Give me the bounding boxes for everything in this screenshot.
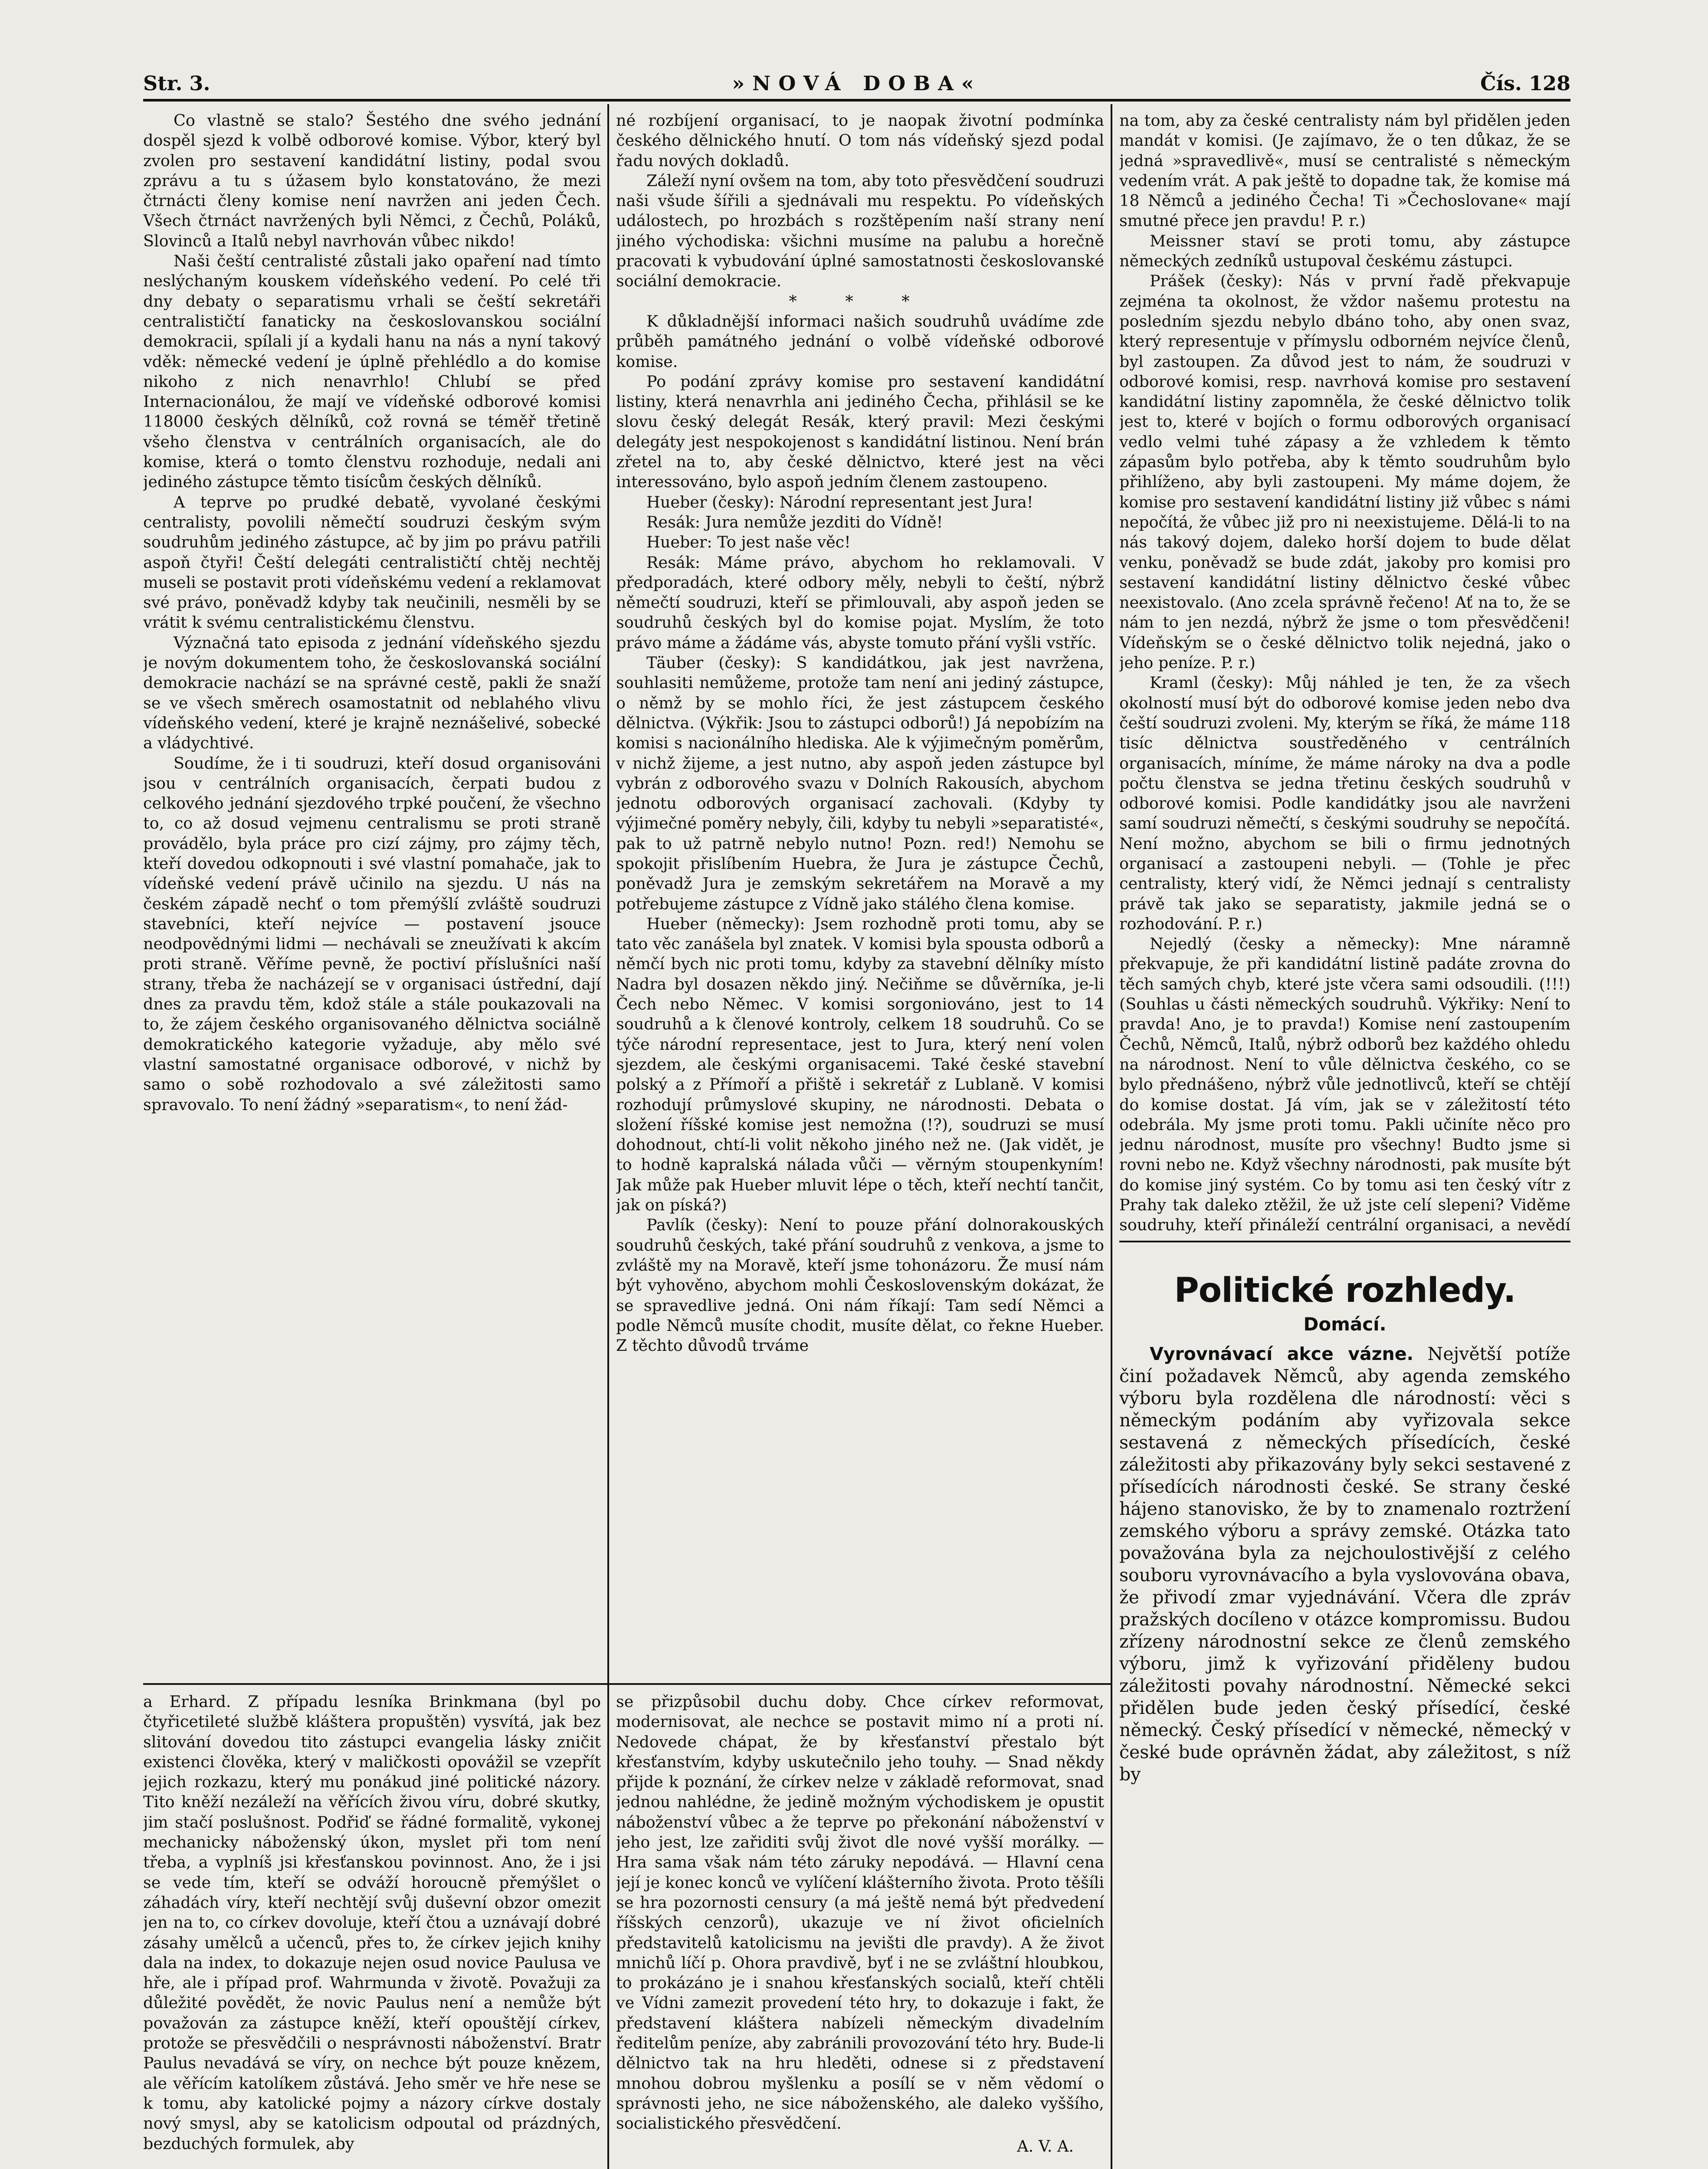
page-number-label: Str. 3. xyxy=(143,72,210,95)
paragraph: Po podání zprávy komise pro sestavení kandidátní listiny, která nenavrhla ani jediného Čecha, přihlásil se ke slovu český delegát Resák, který pravil: Mezi českými delegáty jest nespokojenost s kandidátní listinou. Není brán zřetel na to, aby české dělnictvo, které jest na věci interessováno, bylo aspoň jedním členem zastoupeno. xyxy=(616,372,1104,491)
lead-heading: Vyrovnávací akce vázne. xyxy=(1150,1343,1414,1365)
paragraph: Pavlík (česky): Není to pouze přání dolnorakouských soudruhů českých, také přání soudruhů z venkova, a jsme to zvláště my na Moravě, kteří jsme tohonázoru. Že musí nám být vyhověno, abychom mohli Československým dokázat, že se spravedlive jedná. Oni nám říkají: Tam sedí Němci a podle Němců musíte chodit, musíte dělat, co řekne Hueber. Z těchto důvodů trváme xyxy=(616,1216,1104,1355)
article-divider xyxy=(143,1683,1111,1685)
paragraph: Hueber (česky): Národní representant jest Jura! xyxy=(646,492,1033,511)
paragraph: Hueber (německy): Jsem rozhodně proti tomu, aby se tato věc zanášela byl znatek. V komisi byla spousta odborů a němčí bych nic proti tomu, kdyby za stavební dělníky místo Nadra byl dosazen někdo jiný. Nečiňme se důvěrníka, je-li Čech nebo Němec. V komisi sorgoniováno, jest to 14 soudruhů a k členové kontroly, celkem 18 soudruhů. Co se týče národní representace, jest to Jura, který není volen sjezdem, ale českými organisacemi. Také české stavební polský a z Přímoří a přiště i sekretář z Lublaně. V komisi rozhodují průmyslové skupiny, ne národnosti. Debata o složení říšské komise jest nemožna (!?), soudruzi se musí dohodnout, chtí-li volit někoho jiného než ne. (Jak vidět, je to hodně kapralská nálada vůči — věrným stoupenkyním! Jak může pak Hueber mluvit lépe o těch, kteří nechtí tančit, jak on píská?) xyxy=(616,914,1104,1215)
column-divider xyxy=(1111,104,1112,2169)
author-signature: A. V. A. xyxy=(1017,2136,1074,2156)
paragraph: né rozbíjení organisací, to je naopak životní podmínka českého dělnického hnutí. O tom nás vídeňský sjezd podal řadu nových dokladů. xyxy=(616,111,1104,170)
paragraph: Co vlastně se stalo? Šestého dne svého jednání dospěl sjezd k volbě odborové komise. Výbor, který byl zvolen pro sestavení kandidátní listiny, podal svou zprávu a tu s úžasem bylo konstatováno, že mezi čtrnácti členy komise není navržen ani jeden Čech. Všech čtrnáct navržených byli Němci, z Čechů, Poláků, Slovinců a Italů nebyl navrhován vůbec nikdo! xyxy=(143,111,601,250)
paragraph: Naši čeští centralisté zůstali jako opaření nad tímto neslýchaným kouskem vídeňského vedení. Po celé tři dny debaty o separatismu vrhali se čeští sekretáři centralističtí fanaticky na českoslovanskou sociální demokracii, spílali jí a kydali hanu na nás a nyní takový vděk: německé vedení je úplně přehlédlo a do komise nikoho z nich nenavrhlo! Chlubí se před Internacionálou, že mají ve vídeňské odborové komisi 118000 českých dělníků, což rovná se téměř třetině všeho členstva v centrálních organisacích, ale do komise, která o tomto členstvu rozhoduje, nedali ani jediného zástupce těmto tisícům českých dělníků. xyxy=(143,252,601,491)
paragraph: Význačná tato episoda z jednání vídeňského sjezdu je novým dokumentem toho, že českoslovanská sociální demokracie nachází se na správné cestě, pakli že snaží se ve všech směrech osamostatnit od neblahého vlivu vídeňského vedení, které je krajně neznášelivé, sobecké a vládychtivé. xyxy=(143,633,601,753)
church-column-1 xyxy=(143,1692,601,2169)
article-divider xyxy=(1119,1241,1570,1242)
paragraph: Prášek (česky): Nás v první řadě překvapuje zejména ta okolnost, že vždor našemu protestu na posledním sjezdu nebylo dbáno toho, aby onen svaz, který representuje v přímyslu odborném nejvíce členů, byl zastoupen. Za důvod jest to nám, že soudruzi v odborové komisi, resp. navrhová komise pro sestavení kandidátní listiny zapomněla, že české dělnictvo tolik jest to, které v bojích o formu odborových organisací vedlo velmi tuhé zápasy a že vzhledem k těmto zápasům bylo potřeba, aby k těmto soudruhům bylo přihlíženo, aby byli zastoupeni. My máme dojem, že komise pro sestavení kandidátní listiny již vůbec s námi nepočítá, že vůbec již pro ni neexistujeme. Dělá-li to na nás takový dojem, daleko horší dojem to bude dělat venku, poněvadž se bude zdát, jakoby pro komisi pro sestavení kandidátní listiny dělnictvo české vůbec neexistovalo. (Ano zcela správně řečeno! Ať na to, že se nám to jen nezdá, nýbrž že jsme o tom přesvědčeni! Vídeňským se o české dělnictvo tolik nejedná, jako o jeho peníze. P. r.) xyxy=(1119,272,1570,672)
section-subtitle: Domácí. xyxy=(1303,1314,1387,1335)
issue-number: Čís. 128 xyxy=(1480,72,1570,95)
paragraph: Resák: Jura nemůže jezditi do Vídně! xyxy=(646,512,943,531)
congress-column-2 xyxy=(616,111,1104,1681)
lead-text: Největší potíže činí požadavek Němců, aby agenda zemského výboru byla rozdělena dle národností: věci s německým podáním aby vyřizovala sekce sestavená z německých přísedících, české záležitosti aby přikazovány byly sekci sestavené z přísedících národnosti české. Se strany české hájeno stanovisko, že by to znamenalo roztržení zemského výboru a správy zemské. Otázka tato považována byla za nejchoulostivější z celého souboru vyrovnávacího a byla vyslovována obava, že přivodí zmar vyjednávání. Včera dle zpráv pražských docíleno v otázce kompromissu. Budou zřízeny národnostní sekce ze členů zemského výboru, jimž k vyřizování přiděleny budou záležitosti povahy národnostní. Německé sekci přidělen bude jeden český přísedící, české německý. Český přísedící v německé, německý v české bude oprávněn žádat, aby záležitost, s níž by xyxy=(1119,1343,1570,1785)
header-rule xyxy=(143,99,1570,102)
lead-paragraph xyxy=(1119,1343,1570,1786)
congress-column-3 xyxy=(1119,111,1570,1234)
politics-column xyxy=(1119,1249,1570,2169)
paragraph: A teprve po prudké debatě, vyvolané českými centralisty, povolili němečtí soudruzi českým svým soudruhům jediného zástupce, ač by jim po právu patřili aspoň čtyři! Čeští delegáti centralističtí chtěj nechtěj museli se postavit proti vídeňskému vedení a reklamovat své právo, poněvadž kdyby tak neučinili, nesměli by se vrátit k svému centralistickému členstvu. xyxy=(143,492,601,632)
paragraph: Nejedlý (česky a německy): Mne náramně překvapuje, že při kandidátní listině padáte zrovna do těch samých chyb, které jste včera sami odsoudili. (!!!) (Souhlas u části německých soudruhů. Výkřiky: Není to pravda! Ano, je to pravda!) Komise není zastoupením Čechů, Němců, Italů, nýbrž odborů bez každého ohledu na národnost. Není to vůle dělnictva českého, co se bylo přednášeno, nýbrž vůle jednotlivců, kteří se chtějí do komise dostat. Já vím, jak se v záležitostí této odebrála. My jsme proti tomu. Pakli učiníte něco pro jednu národnost, musíte pro všechny! Budto jsme si rovni nebo ne. Když všechny národnosti, pak musíte být do komise jiný systém. Co by tomu asi ten český vítr z Prahy tak daleko ztěžil, že už jste celí slepeni? Viděme soudruhy, kteří přináleží centrální organisaci, a nevědí xyxy=(1119,934,1570,1234)
paragraph: K důkladnější informaci našich soudruhů uvádíme zde průběh památného jednání o volbě vídeňské odborové komise. xyxy=(616,311,1104,371)
newspaper-title: »NOVÁ DOBA« xyxy=(732,72,982,95)
paragraph: Meissner staví se proti tomu, aby zástupce německých zedníků ustupoval českému zástupci. xyxy=(1119,231,1570,271)
paragraph: se přizpůsobil duchu doby. Chce církev reformovat, modernisovat, ale nechce se postavit mimo ní a proti ní. Nedovede chápat, že by křesťanství přestalo být křesťanstvím, kdyby uskutečnilo jeho touhy. — Snad někdy přijde k poznání, že církev nelze v základě reformovat, snad jednou nahlédne, že jedině možným východiskem je opustit náboženství vůbec a že teprve po překonání náboženství v jeho jest, lze zařiditi svůj život dle nové vyšší morálky. — Hra sama však nám této záruky nepodává. — Hlavní cena její je konec konců ve vylíčení klášterního života. Proto těšíli se hra pozornosti censury (a má ještě nemá být předvedení říšských cenzorů), ukazuje ve ní život oficielních představitelů katolicismu na jevišti dle pravdy). A že život mnichů líčí p. Ohora pravdivě, byť i ne se zvláštní hloubkou, to prokázáno je i snahou křesťanských socialů, kteří chtěli ve Vídni zamezit provedení této hry, to dokazuje i fakt, že představení kláštera nabízeli německým divadelním ředitelům peníze, aby zabránili provozování této hry. Bude-li dělnictvo tak na hru hleděti, odnese si z představení mnohou dobrou myšlenku a posílí se v něm vědomí o správnosti jeho, ne sice náboženského, ale daleko vyššího, socialistického přesvědčení. xyxy=(616,1692,1104,2133)
paragraph: Resák: Máme právo, abychom ho reklamovali. V předporadách, které odbory měly, nebyli to čeští, nýbrž němečtí soudruzi, kteří se přimlouvali, aby aspoň jeden se soudruhů českých byl do komise pojat. Myslím, že toto právo máme a žádáme vás, abyste tomuto přání vyšli vstříc. xyxy=(616,553,1104,652)
paragraph: Soudíme, že i ti soudruzi, kteří dosud organisováni jsou v centrálních organisacích, čerpati budou z celkového jednání sjezdového trpké poučení, že všechno to, co až dosud vejmenu centralismu se proti straně provádělo, byla práce pro cizí zájmy, pro zájmy těch, kteří dovedou odkopnouti i své vlastní pomahače, jak to vídeňské vedení právě učinilo na sjezdu. U nás na českém západě nechť o tom přemýšlí zvláště soudruzi stavebníci, kteří nejvíce — postavení jsouce neodpovědnými lidmi — nechávali se zneužívati k akcím proti straně. Věříme pevně, že poctiví příslušníci naší strany, třeba že nacházejí se v organisaci ústřední, dají dnes za pravdu těm, kdož stále a stále poukazovali na to, že zájem českého organisovaného dělnictva sociálně demokratického kategorie vyžaduje, aby mělo své vlastní samostatné organisace odborové, v nichž by samo o sobě rozhodovalo a své záležitosti samo spravovalo. To není žádný »separatism«, to není žád- xyxy=(143,754,601,1114)
paragraph: a Erhard. Z případu lesníka Brinkmana (byl po čtyřicetileté službě kláštera propuštěn) vysvítá, jak bez slitování dovedou tito zástupci evangelia lásky zničit existenci člověka, který v maličkosti opovážil se vzepřít jejich rozkazu, který mu ponákud jiné politické názory. Tito kněží nezáleží na věřících živou víru, dobré skutky, jim stačí poslušnost. Podřiď se řádné formalitě, vykonej mechanicky náboženský úkon, myslet při tom není třeba, a vyplníš jsi křesťanskou povinnost. Ano, že i jsi se vede tím, kteří se odváží horoucně přemýšlet o záhadách víry, kteří nechtějí svůj duševní obzor omezit jen na to, co církev dovoluje, kteří čtou a uznávají dobré zásahy umělců a učenců, přes to, že církev jejich knihy dala na index, to dokazuje nejen osud novice Paulusa ve hře, ale i případ prof. Wahrmunda v životě. Považuji za důležité povědět, že novic Paulus není a nemůže být považován za zástupce kněží, kteří opouštějí církev, protože se přesvědčili o nesprávnosti náboženství. Bratr Paulus nevadává se víry, on nechce být pouze knězem, ale věřícím katolíkem zůstává. Jeho směr ve hře nese se k tomu, aby katolické pojmy a názory církve dostaly nový smysl, aby se katolicism odpoutal od prázdných, bezduchých formulek, aby xyxy=(143,1692,601,2153)
paragraph: na tom, aby za české centralisty nám byl přidělen jeden mandát v komisi. (Je zajímavo, že o ten důkaz, že se jedná »spravedlivě«, musí se centralisté s německým vedením vrát. A pak ještě to dopadne tak, že komise má 18 Němců a jediného Čecha! Ti »Čechoslovane« mají smutné přece jen pravdu! P. r.) xyxy=(1119,111,1570,230)
paragraph: Kraml (česky): Můj náhled je ten, že za všech okolností musí být do odborové komise jeden nebo dva čeští soudruzi zvoleni. My, kterým se říká, že máme 118 tisíc dělnictva soustředěného v centrálních organisacích, míníme, že máme nároky na dva a podle počtu členstva se jedna třetinu českých soudruhů v odborové komisi. Podle kandidátky jsou ale navrženi samí soudruzi němečtí, s českými soudruhy se nepočítá. Není možno, abychom se bili o firmu jednotných organisací a zastoupeni nebyli. — (Tohle je přec centralisty, který vidí, že Němci jednají s centralisty právě tak jako se separatisty, jakmile jedná se o rozhodování. P. r.) xyxy=(1119,673,1570,933)
congress-column-1 xyxy=(143,111,601,1681)
section-title: Politické rozhledy. xyxy=(1174,1271,1516,1310)
masthead xyxy=(143,72,1570,102)
paragraph: Täuber (česky): S kandidátkou, jak jest navržena, souhlasiti nemůžeme, protože tam není ani jediný zástupce, o němž by se mohlo říci, že jest zástupcem českého dělnictva. (Výkřik: Jsou to zástupci odborů!) Já nepobízím na komisi s nacionálního hlediska. Ale k výjimečným poměrům, v nichž žijeme, a jest nutno, aby aspoň jeden zástupce byl vybrán z odborového svazu v Dolních Rakousích, abychom jednotu odborových organisací zachovali. (Kdyby ty výjimečné poměry nebyly, čili, kdyby tu nebyli »separatisté«, pak to už patrně nebylo nutno! Pozn. red!) Nemohu se spokojit přislíbením Huebra, že Jura je zástupce Čechů, poněvadž Jura je zemským sekretářem na Moravě a my potřebujeme zástupce z Vídně jako stálého člena komise. xyxy=(616,653,1104,913)
church-column-2 xyxy=(616,1692,1104,2169)
paragraph: Hueber: To jest naše věc! xyxy=(646,533,851,552)
column-divider xyxy=(607,104,609,2169)
section-separator: * * * xyxy=(789,292,931,311)
paragraph: Záleží nyní ovšem na tom, aby toto přesvědčení soudruzi naši všude šířili a sjednávali mu respektu. Po vídeňských událostech, po hrozbách s rozštěpením naší strany není jiného východiska: všichni musíme na palubu a horečně pracovati k vybudování úplné samostatnosti českoslovanské sociální demokracie. xyxy=(616,171,1104,291)
